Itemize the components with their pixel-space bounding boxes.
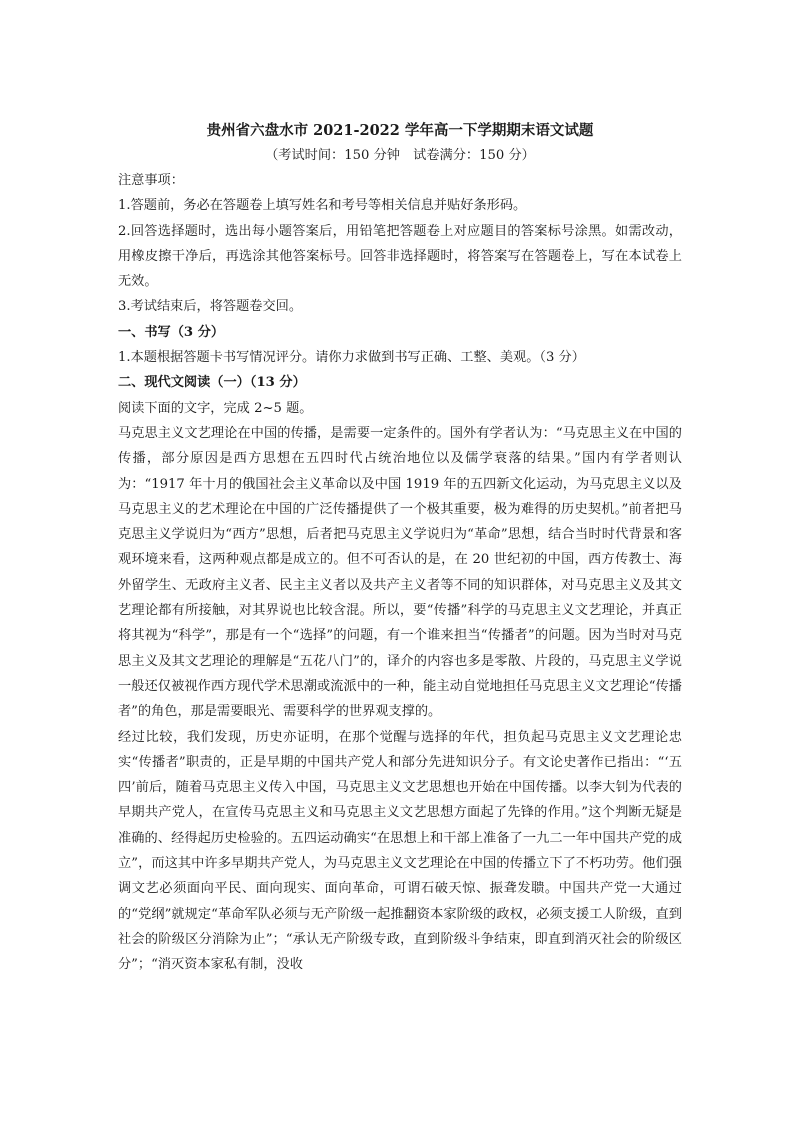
notice-item: 3.考试结束后，将答题卷交回。 — [118, 299, 303, 315]
exam-title: 贵州省六盘水市 2021-2022 学年高一下学期期末语文试题 — [206, 122, 594, 139]
exam-subtitle: （考试时间：150 分钟 试卷满分：150 分） — [265, 148, 535, 163]
section-heading: 二、现代文阅读（一）（13 分） — [118, 375, 306, 391]
reading-paragraph: 马克思主义文艺理论在中国的传播，是需要一定条件的。国外有学者认为：“马克思主义在中国的传播，部分原因是西方思想在五四时代占统治地位以及儒学衰落的结果。”国内有学者则认为：“1917 年十月的俄国社会主义革命以及中国 1919 年的五四新文化运动，为马克思主义以及马克思主义的艺术理论在中国的广泛传播提供了一个极其重要，极为难得的历史契机。”前者把马克思主义学说归为“西方”思想，后者把马克思主义学说归为“革命”思想，结合当时时代背景和客观环境来看，这两种观点都是成立的。但不可否认的是，在 20 世纪初的中国，西方传教士、海外留学生、无政府主义者、民主主义者以及共产主义者等不同的知识群体，对马克思主义及其文艺理论都有所接触，对其界说也比较含混。所以，要“传播”科学的马克思主义文艺理论，并真正将其视为“科学”，那是有一个“选择”的问题，有一个谁来担当“传播者”的问题。因为当时对马克思主义及其文艺理论的理解是“五花八门”的，译介的内容也多是零散、片段的，马克思主义学说一般还仅被视作西方现代学术思潮或流派中的一种，能主动自觉地担任马克思主义文艺理论“传播者”的角色，那是需要眼光、需要科学的世界观支撑的。 — [118, 425, 682, 720]
section-heading: 一、书写（3 分） — [118, 324, 225, 340]
notice-heading: 注意事项： — [118, 173, 184, 188]
exam-page — [118, 116, 682, 978]
notice-item: 2.回答选择题时，选出每小题答案后，用铅笔把答题卷上对应题目的答案标号涂黑。如需改动，用橡皮擦干净后，再选涂其他答案标号。回答非选择题时，将答案写在答题卷上，写在本试卷上无效。 — [118, 223, 682, 290]
notice-item: 1.答题前，务必在答题卷上填写姓名和考号等相关信息并贴好条形码。 — [118, 198, 527, 214]
reading-paragraph: 经过比较，我们发现，历史亦证明，在那个觉醒与选择的年代，担负起马克思主义文艺理论忠实“传播者”职责的，正是早期的中国共产党人和部分先进知识分子。有文论史著作已指出：“‘五四’前后，随着马克思主义传入中国，马克思主义文艺思想也开始在中国传播。以李大钊为代表的早期共产党人，在宣传马克思主义和马克思主义文艺思想方面起了先锋的作用。”这个判断无疑是准确的、经得起历史检验的。五四运动确实“在思想上和干部上准备了一九二一年中国共产党的成立”，而这其中许多早期共产党人，为马克思主义文艺理论在中国的传播立下了不朽功劳。他们强调文艺必须面向平民、面向现实、面向革命，可谓石破天惊、振聋发聩。中国共产党一大通过的“党纲”就规定“革命军队必须与无产阶级一起推翻资本家阶级的政权，必须支援工人阶级，直到社会的阶级区分消除为止”；“承认无产阶级专政，直到阶级斗争结束，即直到消灭社会的阶级区分”；“消灭资本家私有制，没收 — [118, 729, 682, 973]
section-text: 1.本题根据答题卡书写情况评分。请你力求做到书写正确、工整、美观。（3 分） — [118, 350, 585, 366]
reading-instruction: 阅读下面的文字，完成 2~5 题。 — [118, 400, 313, 416]
